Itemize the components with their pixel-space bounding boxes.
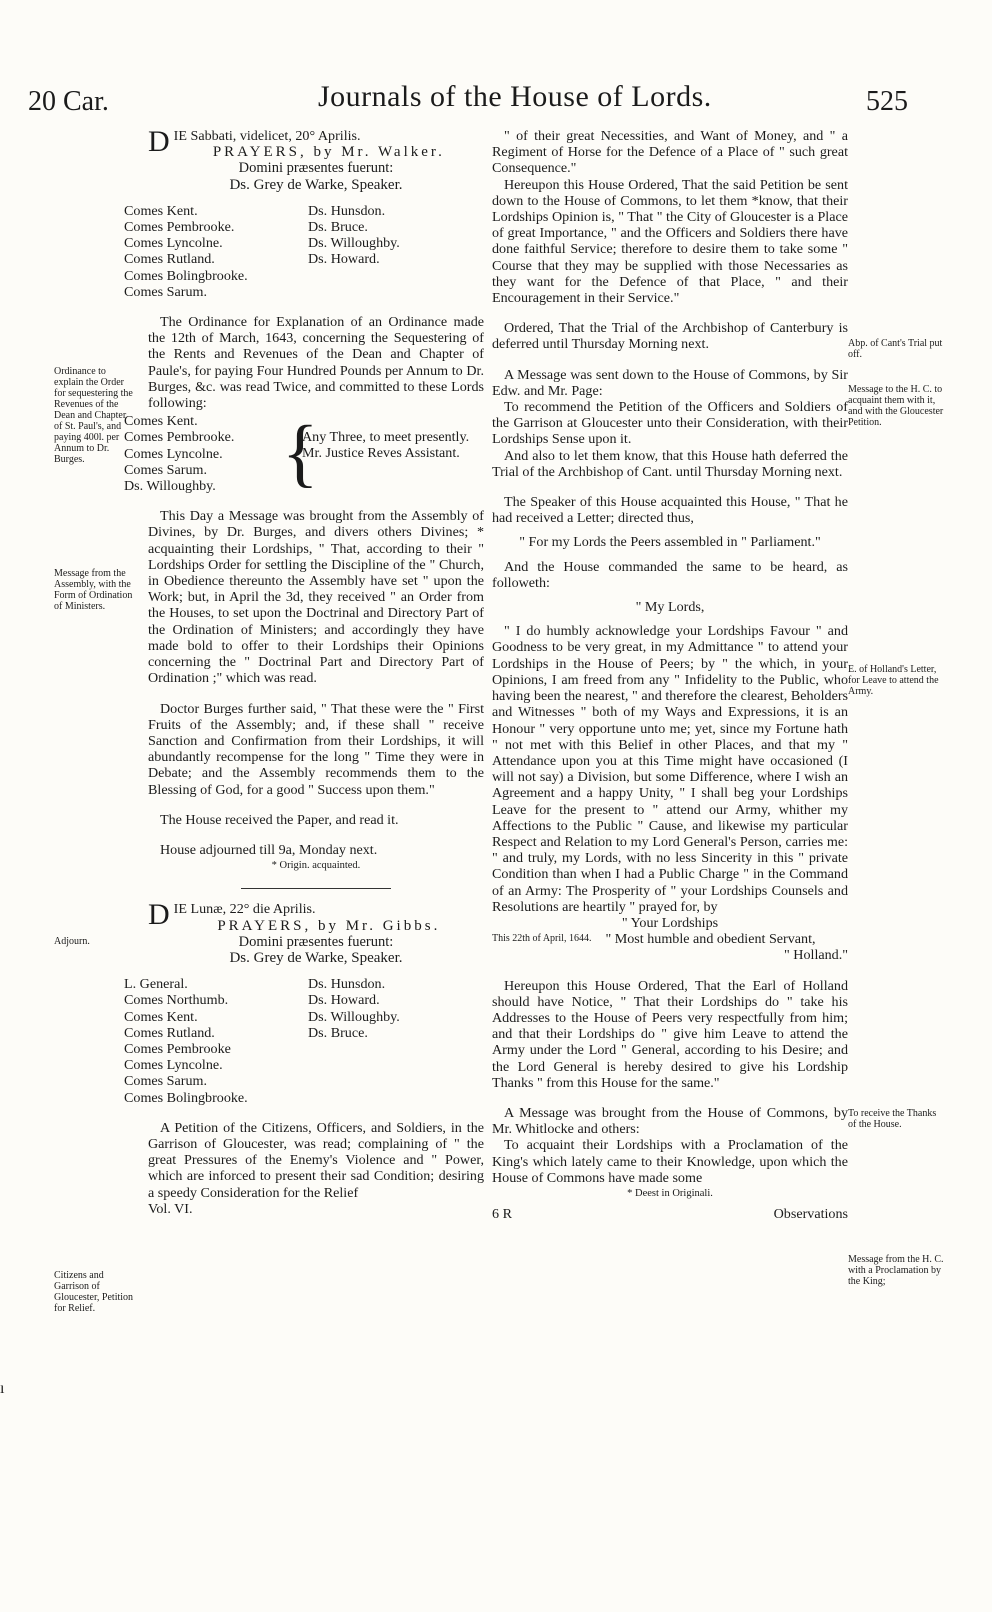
margin-note-proclamation: Message from the H. C. with a Proclamation by the King; [848,1254,944,1287]
margin-note-holland-letter: E. of Holland's Letter, for Leave to attend the Army. [848,664,939,697]
prayers-line: PRAYERS, by Mr. Walker. [212,144,445,161]
sitting-date: IE Lunæ, 22° die Aprilis. [173,901,316,918]
lord-name: Comes Kent. [124,1008,198,1025]
left-column [124,125,484,1217]
letter-direction: " For my Lords the Peers assembled in " Parliament." [519,534,821,551]
footnote: * Deest in Originali. [627,1187,713,1199]
lord-name: Ds. Howard. [308,251,380,268]
margin-note-ordinance: Ordinance to explain the Order for sequestering the Revenues of the Dean and Chapter of St. Paul's, and paying 400l. per Annum to Dr. Burges. [54,366,133,465]
signature-mark: 6 R [492,1206,512,1223]
prayers-line: PRAYERS, by Mr. Gibbs. [217,917,441,934]
header-page-number: 525 [866,86,908,117]
lord-name: Comes Sarum. [124,461,207,478]
margin-note-trial-put-off: Abp. of Cant's Trial put off. [848,338,943,360]
lord-name: Ds. Hunsdon. [308,202,386,219]
burges-speech-paragraph: Doctor Burges further said, " That these were the " First Fruits of the Assembly; and, if these shall " receive Sanction and Confirmation from their Lordships, it will abundantly recompense for the long " Time they were in Debate; and the Assembly recommends them to the Blessing of God, for a good " Success upon them." [148,700,484,798]
margin-tick-mark: ı [0,1380,5,1397]
header-regnal-year: 20 Car. [28,86,109,117]
lord-name: Comes Rutland. [124,251,215,268]
lords-present-heading: Domini præsentes fuerunt: [238,160,394,177]
lord-name: Comes Sarum. [124,1073,207,1090]
speaker-line: Ds. Grey de Warke, Speaker. [229,949,403,966]
gloucester-petition-paragraph: A Petition of the Citizens, Officers, and Soldiers, in the Garrison of Gloucester, was read; complaining of " the great Pressures of the Enemy's Violence and " Power, which are inforced to present their sad Condition; desiring a speedy Consideration for the Relief [148,1119,484,1201]
margin-note-gloucester-petition: Citizens and Garrison of Gloucester, Petition for Relief. [54,1270,134,1314]
lord-name: Ds. Howard. [308,992,380,1009]
letter-heard-line: And the House commanded the same to be heard, as followeth: [492,558,848,591]
message-to-commons: A Message was sent down to the House of Commons, by Sir Edw. and Mr. Page: [492,366,848,399]
ordinance-paragraph: The Ordinance for Explanation of an Ordinance made the 12th of March, 1643, concerning the Sequestering of the Rents and Revenues of the Dean and Chapter of Paule's, for paying Four Hundred Pounds per Annum to Dr. Burges, &c. was read Twice, and committed to these Lords following: [148,314,484,412]
lord-name: Comes Kent. [124,413,198,430]
lords-present-list [124,976,484,1106]
letter-signature: " Holland." [784,947,848,964]
lord-name: Comes Sarum. [124,283,207,300]
lords-present-heading: Domini præsentes fuerunt: [238,933,394,950]
drop-cap: D [148,898,170,932]
margin-note-message-to-commons: Message to the H. C. to acquaint them with it, and with the Gloucester Petition. [848,384,944,428]
proclamation-paragraph: To acquaint their Lordships with a Proclamation of the King's which lately came to their Knowledge, upon which the House of Commons have made some [492,1137,848,1186]
paper-received-line: The House received the Paper, and read it. [160,811,399,828]
lord-name: Ds. Willoughby. [308,235,400,252]
lord-name: Comes Bolingbrooke. [124,1089,248,1106]
lord-name: Ds. Willoughby. [308,1008,400,1025]
lord-name: Ds. Bruce. [308,219,368,236]
message-from-commons: A Message was brought from the House of Commons, by Mr. Whitlocke and others: [492,1104,848,1138]
lord-name: Ds. Hunsdon. [308,976,386,993]
holland-order-paragraph: Hereupon this House Ordered, That the Earl of Holland should have Notice, " That their Lordships do " take his Addresses to the House of Peers very respectfully from him; and that their Lordships do " give him Leave to attend the Army under the Lord " General, according to his Desire; and the Lord General is hereby desired to give his Lordship Thanks " from this House for the same." [492,977,848,1091]
lord-name: Comes Pembrooke. [124,429,235,446]
lords-present-list [124,203,484,300]
committee-instruction: Any Three, to meet presently. Mr. Justice Reves Assistant. [302,429,470,462]
letter-salutation: " My Lords, [635,599,705,616]
trial-deferred-order: Ordered, That the Trial of the Archbishop of Canterbury is deferred until Thursday Morning next. [492,320,848,353]
lord-name: Comes Northumb. [124,992,229,1009]
header-title: Journals of the House of Lords. [318,80,712,113]
brace-mark: { [282,411,319,496]
adjournment-line: House adjourned till 9a, Monday next. [160,841,378,858]
drop-cap: D [148,125,170,158]
trial-deferred-notice: And also to let them know, that this House hath deferred the Trial of the Archbishop of Cant. until Thursday Morning next. [492,447,848,480]
lord-name: Comes Pembrooke. [124,219,235,236]
lord-name: Comes Lyncolne. [124,445,223,462]
margin-note-receive-thanks: To receive the Thanks of the House. [848,1108,937,1130]
committee-list [124,413,484,494]
footnote: * Origin. acquainted. [271,860,361,872]
assembly-message-paragraph: This Day a Message was brought from the Assembly of Divines, by Dr. Burges, and divers others Divines; * acquainting their Lordships, " That, according to their " Lordships Order for settling the Discipline of the " Church, in Obedience thereunto the Assembly have set " upon the Work; but, in April the 3d, they received " an Order from the Houses, to set upon the Doctrinal and Directory Part of the Ordination of Ministers; and accordingly they have made bold to offer to their Lordships their Opinions concerning the " Doctrinal Part and Directory Part of Ordination ;" which was read. [148,508,484,687]
margin-note-adjourn: Adjourn. [54,936,90,947]
letter-closing: " Your Lordships [621,914,719,931]
order-petition-paragraph: Hereupon this House Ordered, That the said Petition be sent down to the House of Commons, to let them *know, that their Lordships Opinion is, " That " the City of Gloucester is a Place of great Importance, " and the Officers and Soldiers there have done faithful Service; therefore to desire them to take some " Course that they may be supplied with those Necessaries as they want for the Defence of that Place, " and their Encouragement in their Service." [492,176,848,307]
lord-name: Comes Pembrooke [124,1040,231,1057]
holland-letter-body: " I do humbly acknowledge your Lordships Favour " and Goodness to be very great, in my Admittance " to attend your Lordships in the House of Peers; by " the which, in your Opinions, I am freed from any " Infidelity to the Public, who having been the nearest, " and therefore the clearest, Beholders and Witnesses " both of my Ways and Expressions, it is an Honour " very opportune unto me; yet, since my Fortune hath " not met with this Belief in other Places, and that my " Attendance upon you at this Time might have occasioned (I will not say) a Division, but some Difference, where I wish an Agreement and a happy Unity, " I shall beg your Lordships Leave for the present to " attend our Army, whither my Affections to the Public " Cause, and likewise my particular Respect and Relation to my Lord General's Person, carries me: " and truly, my Lords, with no less Sincerity in this " private Condition than when I had a Public Charge " in the Command of an Army: The Prosperity of " your Lordships Counsels and Resolutions are heartily " prayed for, by [492,623,848,915]
letter-subscription: " Most humble and obedient Servant, [605,931,816,948]
right-column [492,128,848,1222]
speaker-line: Ds. Grey de Warke, Speaker. [229,176,403,193]
lord-name: Ds. Willoughby. [124,478,216,495]
speaker-letter-intro: The Speaker of this House acquainted this House, " That he had received a Letter; directed thus, [492,494,848,527]
margin-note-assembly-message: Message from the Assembly, with the Form of Ordination of Ministers. [54,568,133,612]
lord-name: L. General. [124,976,188,993]
recommend-petition: To recommend the Petition of the Officers and Soldiers of the Garrison at Gloucester unto their Consideration, with their Lordships Sense upon it. [492,399,848,448]
lord-name: Ds. Bruce. [308,1024,368,1041]
sitting-date: IE Sabbati, videlicet, 20° Aprilis. [173,128,361,144]
catchword: Observations [773,1206,848,1223]
lord-name: Comes Kent. [124,202,198,219]
lord-name: Comes Lyncolne. [124,1057,223,1074]
volume-number: Vol. VI. [148,1200,193,1217]
lord-name: Comes Lyncolne. [124,235,223,252]
lord-name: Comes Rutland. [124,1024,215,1041]
section-rule [241,888,391,889]
letter-date: This 22th of April, 1644. [492,933,592,945]
lord-name: Comes Bolingbrooke. [124,267,248,284]
petition-continuation: " of their great Necessities, and Want of Money, and " a Regiment of Horse for the Defence of a Place of " such great Consequence." [492,128,848,177]
